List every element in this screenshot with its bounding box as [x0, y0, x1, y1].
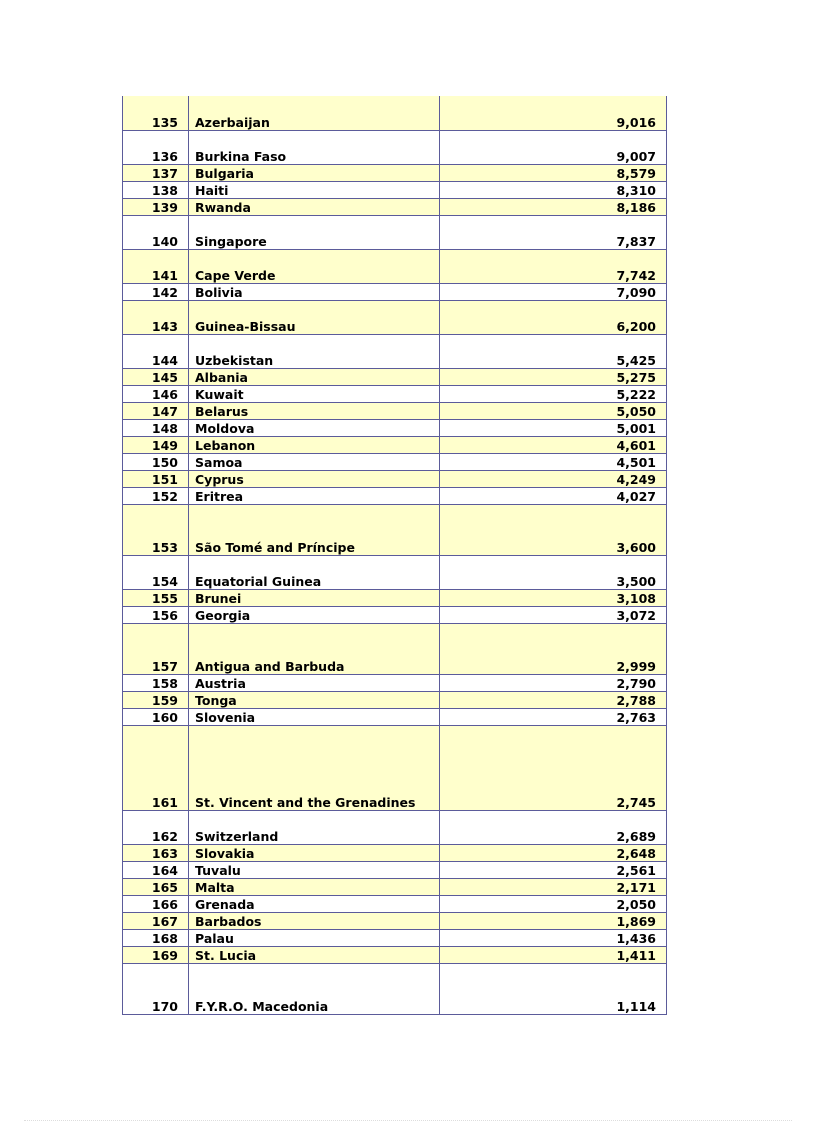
country-cell: Albania: [189, 368, 440, 385]
table-row: [123, 249, 667, 283]
value-cell: 5,425: [440, 334, 667, 368]
country-cell: Moldova: [189, 419, 440, 436]
rank-cell: 170: [123, 963, 189, 1014]
table-row: [123, 402, 667, 419]
value-cell: 5,222: [440, 385, 667, 402]
rank-cell: 163: [123, 844, 189, 861]
rank-cell: 142: [123, 283, 189, 300]
value-cell: 4,601: [440, 436, 667, 453]
table-row: [123, 912, 667, 929]
country-cell: Bulgaria: [189, 164, 440, 181]
country-cell: Austria: [189, 674, 440, 691]
country-cell: Palau: [189, 929, 440, 946]
country-cell: Cape Verde: [189, 249, 440, 283]
country-cell: Burkina Faso: [189, 130, 440, 164]
country-cell: Azerbaijan: [189, 96, 440, 130]
rank-cell: 157: [123, 623, 189, 674]
table-row: [123, 130, 667, 164]
rank-cell: 140: [123, 215, 189, 249]
value-cell: 9,007: [440, 130, 667, 164]
country-cell: Lebanon: [189, 436, 440, 453]
rank-cell: 148: [123, 419, 189, 436]
rank-cell: 141: [123, 249, 189, 283]
rank-cell: 164: [123, 861, 189, 878]
table-row: [123, 436, 667, 453]
table-row: [123, 419, 667, 436]
rank-cell: 135: [123, 96, 189, 130]
value-cell: 4,027: [440, 487, 667, 504]
country-cell: Samoa: [189, 453, 440, 470]
table-row: [123, 181, 667, 198]
value-cell: 7,742: [440, 249, 667, 283]
country-cell: Georgia: [189, 606, 440, 623]
table-row: [123, 198, 667, 215]
rank-cell: 146: [123, 385, 189, 402]
country-cell: Uzbekistan: [189, 334, 440, 368]
country-cell: Brunei: [189, 589, 440, 606]
rank-cell: 138: [123, 181, 189, 198]
value-cell: 1,411: [440, 946, 667, 963]
country-cell: Eritrea: [189, 487, 440, 504]
country-cell: St. Lucia: [189, 946, 440, 963]
table-row: [123, 895, 667, 912]
value-cell: 6,200: [440, 300, 667, 334]
table-row: [123, 385, 667, 402]
table-row: [123, 368, 667, 385]
table-row: [123, 504, 667, 555]
value-cell: 2,648: [440, 844, 667, 861]
country-cell: Singapore: [189, 215, 440, 249]
rank-cell: 144: [123, 334, 189, 368]
value-cell: 5,001: [440, 419, 667, 436]
value-cell: 7,090: [440, 283, 667, 300]
table-row: [123, 963, 667, 1014]
value-cell: 2,171: [440, 878, 667, 895]
value-cell: 2,763: [440, 708, 667, 725]
country-cell: St. Vincent and the Grenadines: [189, 725, 440, 810]
ranking-table: [122, 96, 667, 1015]
table-row: [123, 929, 667, 946]
rank-cell: 151: [123, 470, 189, 487]
country-cell: Cyprus: [189, 470, 440, 487]
rank-cell: 150: [123, 453, 189, 470]
country-cell: São Tomé and Príncipe: [189, 504, 440, 555]
rank-cell: 166: [123, 895, 189, 912]
country-cell: Grenada: [189, 895, 440, 912]
rank-cell: 168: [123, 929, 189, 946]
country-cell: Equatorial Guinea: [189, 555, 440, 589]
rank-cell: 160: [123, 708, 189, 725]
ranking-table-body: [123, 96, 667, 1014]
rank-cell: 154: [123, 555, 189, 589]
country-cell: Slovenia: [189, 708, 440, 725]
value-cell: 3,500: [440, 555, 667, 589]
rank-cell: 147: [123, 402, 189, 419]
rank-cell: 149: [123, 436, 189, 453]
table-row: [123, 691, 667, 708]
table-row: [123, 470, 667, 487]
table-row: [123, 453, 667, 470]
rank-cell: 139: [123, 198, 189, 215]
table-row: [123, 946, 667, 963]
country-cell: Tonga: [189, 691, 440, 708]
country-cell: Antigua and Barbuda: [189, 623, 440, 674]
table-row: [123, 164, 667, 181]
table-row: [123, 555, 667, 589]
country-cell: Guinea-Bissau: [189, 300, 440, 334]
country-cell: Tuvalu: [189, 861, 440, 878]
table-row: [123, 810, 667, 844]
country-cell: Haiti: [189, 181, 440, 198]
value-cell: 2,745: [440, 725, 667, 810]
value-cell: 3,600: [440, 504, 667, 555]
value-cell: 2,788: [440, 691, 667, 708]
rank-cell: 156: [123, 606, 189, 623]
value-cell: 7,837: [440, 215, 667, 249]
value-cell: 3,072: [440, 606, 667, 623]
value-cell: 8,186: [440, 198, 667, 215]
value-cell: 5,050: [440, 402, 667, 419]
country-cell: Kuwait: [189, 385, 440, 402]
table-row: [123, 708, 667, 725]
table-row: [123, 589, 667, 606]
table-row: [123, 844, 667, 861]
table-row: [123, 96, 667, 130]
table-row: [123, 215, 667, 249]
rank-cell: 158: [123, 674, 189, 691]
country-cell: Belarus: [189, 402, 440, 419]
rank-cell: 167: [123, 912, 189, 929]
table-row: [123, 300, 667, 334]
value-cell: 8,310: [440, 181, 667, 198]
value-cell: 5,275: [440, 368, 667, 385]
table-row: [123, 623, 667, 674]
rank-cell: 165: [123, 878, 189, 895]
country-cell: F.Y.R.O. Macedonia: [189, 963, 440, 1014]
value-cell: 8,579: [440, 164, 667, 181]
rank-cell: 161: [123, 725, 189, 810]
rank-cell: 152: [123, 487, 189, 504]
value-cell: 2,050: [440, 895, 667, 912]
value-cell: 4,501: [440, 453, 667, 470]
table-row: [123, 725, 667, 810]
value-cell: 2,790: [440, 674, 667, 691]
table-row: [123, 861, 667, 878]
value-cell: 3,108: [440, 589, 667, 606]
table-row: [123, 674, 667, 691]
rank-cell: 137: [123, 164, 189, 181]
rank-cell: 169: [123, 946, 189, 963]
table-row: [123, 487, 667, 504]
country-cell: Malta: [189, 878, 440, 895]
value-cell: 1,114: [440, 963, 667, 1014]
country-cell: Barbados: [189, 912, 440, 929]
value-cell: 4,249: [440, 470, 667, 487]
rank-cell: 159: [123, 691, 189, 708]
table-row: [123, 878, 667, 895]
rank-cell: 162: [123, 810, 189, 844]
value-cell: 2,689: [440, 810, 667, 844]
rank-cell: 143: [123, 300, 189, 334]
table-row: [123, 334, 667, 368]
rank-cell: 155: [123, 589, 189, 606]
table-row: [123, 606, 667, 623]
page-bottom-rule: [24, 1120, 792, 1121]
value-cell: 1,869: [440, 912, 667, 929]
country-cell: Bolivia: [189, 283, 440, 300]
country-cell: Rwanda: [189, 198, 440, 215]
value-cell: 1,436: [440, 929, 667, 946]
value-cell: 2,561: [440, 861, 667, 878]
country-cell: Slovakia: [189, 844, 440, 861]
country-cell: Switzerland: [189, 810, 440, 844]
rank-cell: 136: [123, 130, 189, 164]
rank-cell: 153: [123, 504, 189, 555]
table-row: [123, 283, 667, 300]
value-cell: 9,016: [440, 96, 667, 130]
rank-cell: 145: [123, 368, 189, 385]
value-cell: 2,999: [440, 623, 667, 674]
